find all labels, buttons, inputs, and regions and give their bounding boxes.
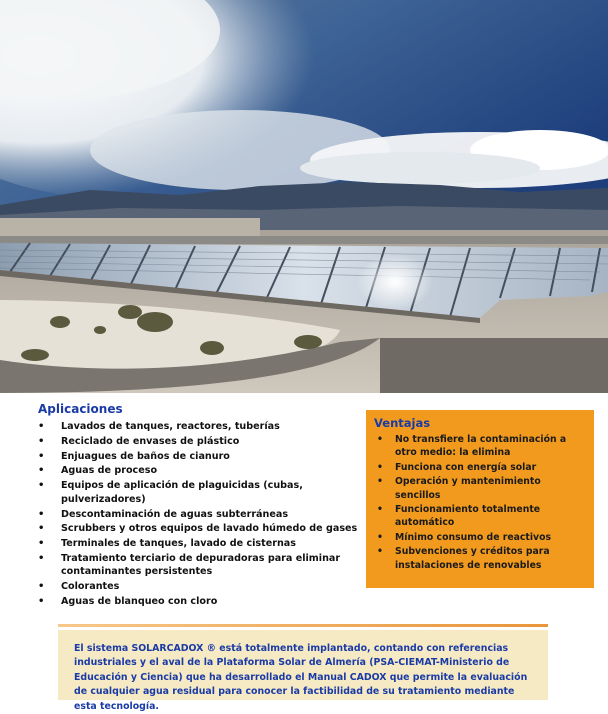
- list-item: • Tratamiento terciario de depuradoras para eliminar contaminantes persistentes: [38, 552, 358, 579]
- list-item: • Aguas de proceso: [38, 464, 358, 478]
- footer-divider: [58, 624, 548, 627]
- list-item: • Reciclado de envases de plástico: [38, 435, 358, 449]
- list-item: • Enjuagues de baños de cianuro: [38, 450, 358, 464]
- list-item: • Mínimo consumo de reactivos: [374, 531, 586, 544]
- list-item: • Lavados de tanques, reactores, tuberías: [38, 420, 358, 434]
- ventajas-heading: Ventajas: [374, 416, 431, 430]
- list-item: • Aguas de blanqueo con cloro: [38, 595, 358, 609]
- list-item: • Equipos de aplicación de plaguicidas (cubas, pulverizadores): [38, 479, 358, 506]
- list-item: • Colorantes: [38, 580, 358, 594]
- ventajas-box: [366, 410, 594, 588]
- aplicaciones-section: [38, 402, 358, 610]
- list-item: • Descontaminación de aguas subterráneas: [38, 508, 358, 522]
- aplicaciones-list: [38, 420, 358, 609]
- footer-note: [58, 630, 548, 712]
- footer-text: El sistema SOLARCADOX ® está totalmente implantado, contando con referencias industriales y el aval de la Plataforma Solar de Almería (PSA-CIEMAT-Ministerio de Educación y Ciencia) que ha desarrollado el Manual CADOX que permite la evaluación de cualquier agua residual para conocer la factibilidad de su tratamiento mediante esta tecnología.: [74, 643, 528, 712]
- list-item: • No transfiere la contaminación a otro medio: la elimina: [374, 433, 586, 460]
- list-item: • Scrubbers y otros equipos de lavado húmedo de gases: [38, 522, 358, 536]
- ventajas-list: [374, 433, 586, 572]
- list-item: • Subvenciones y créditos para instalaciones de renovables: [374, 545, 586, 572]
- list-item: • Operación y mantenimiento sencillos: [374, 475, 586, 502]
- aplicaciones-heading: Aplicaciones: [38, 402, 123, 416]
- list-item: • Funcionamiento totalmente automático: [374, 503, 586, 530]
- list-item: • Funciona con energía solar: [374, 461, 586, 474]
- list-item: • Terminales de tanques, lavado de cisternas: [38, 537, 358, 551]
